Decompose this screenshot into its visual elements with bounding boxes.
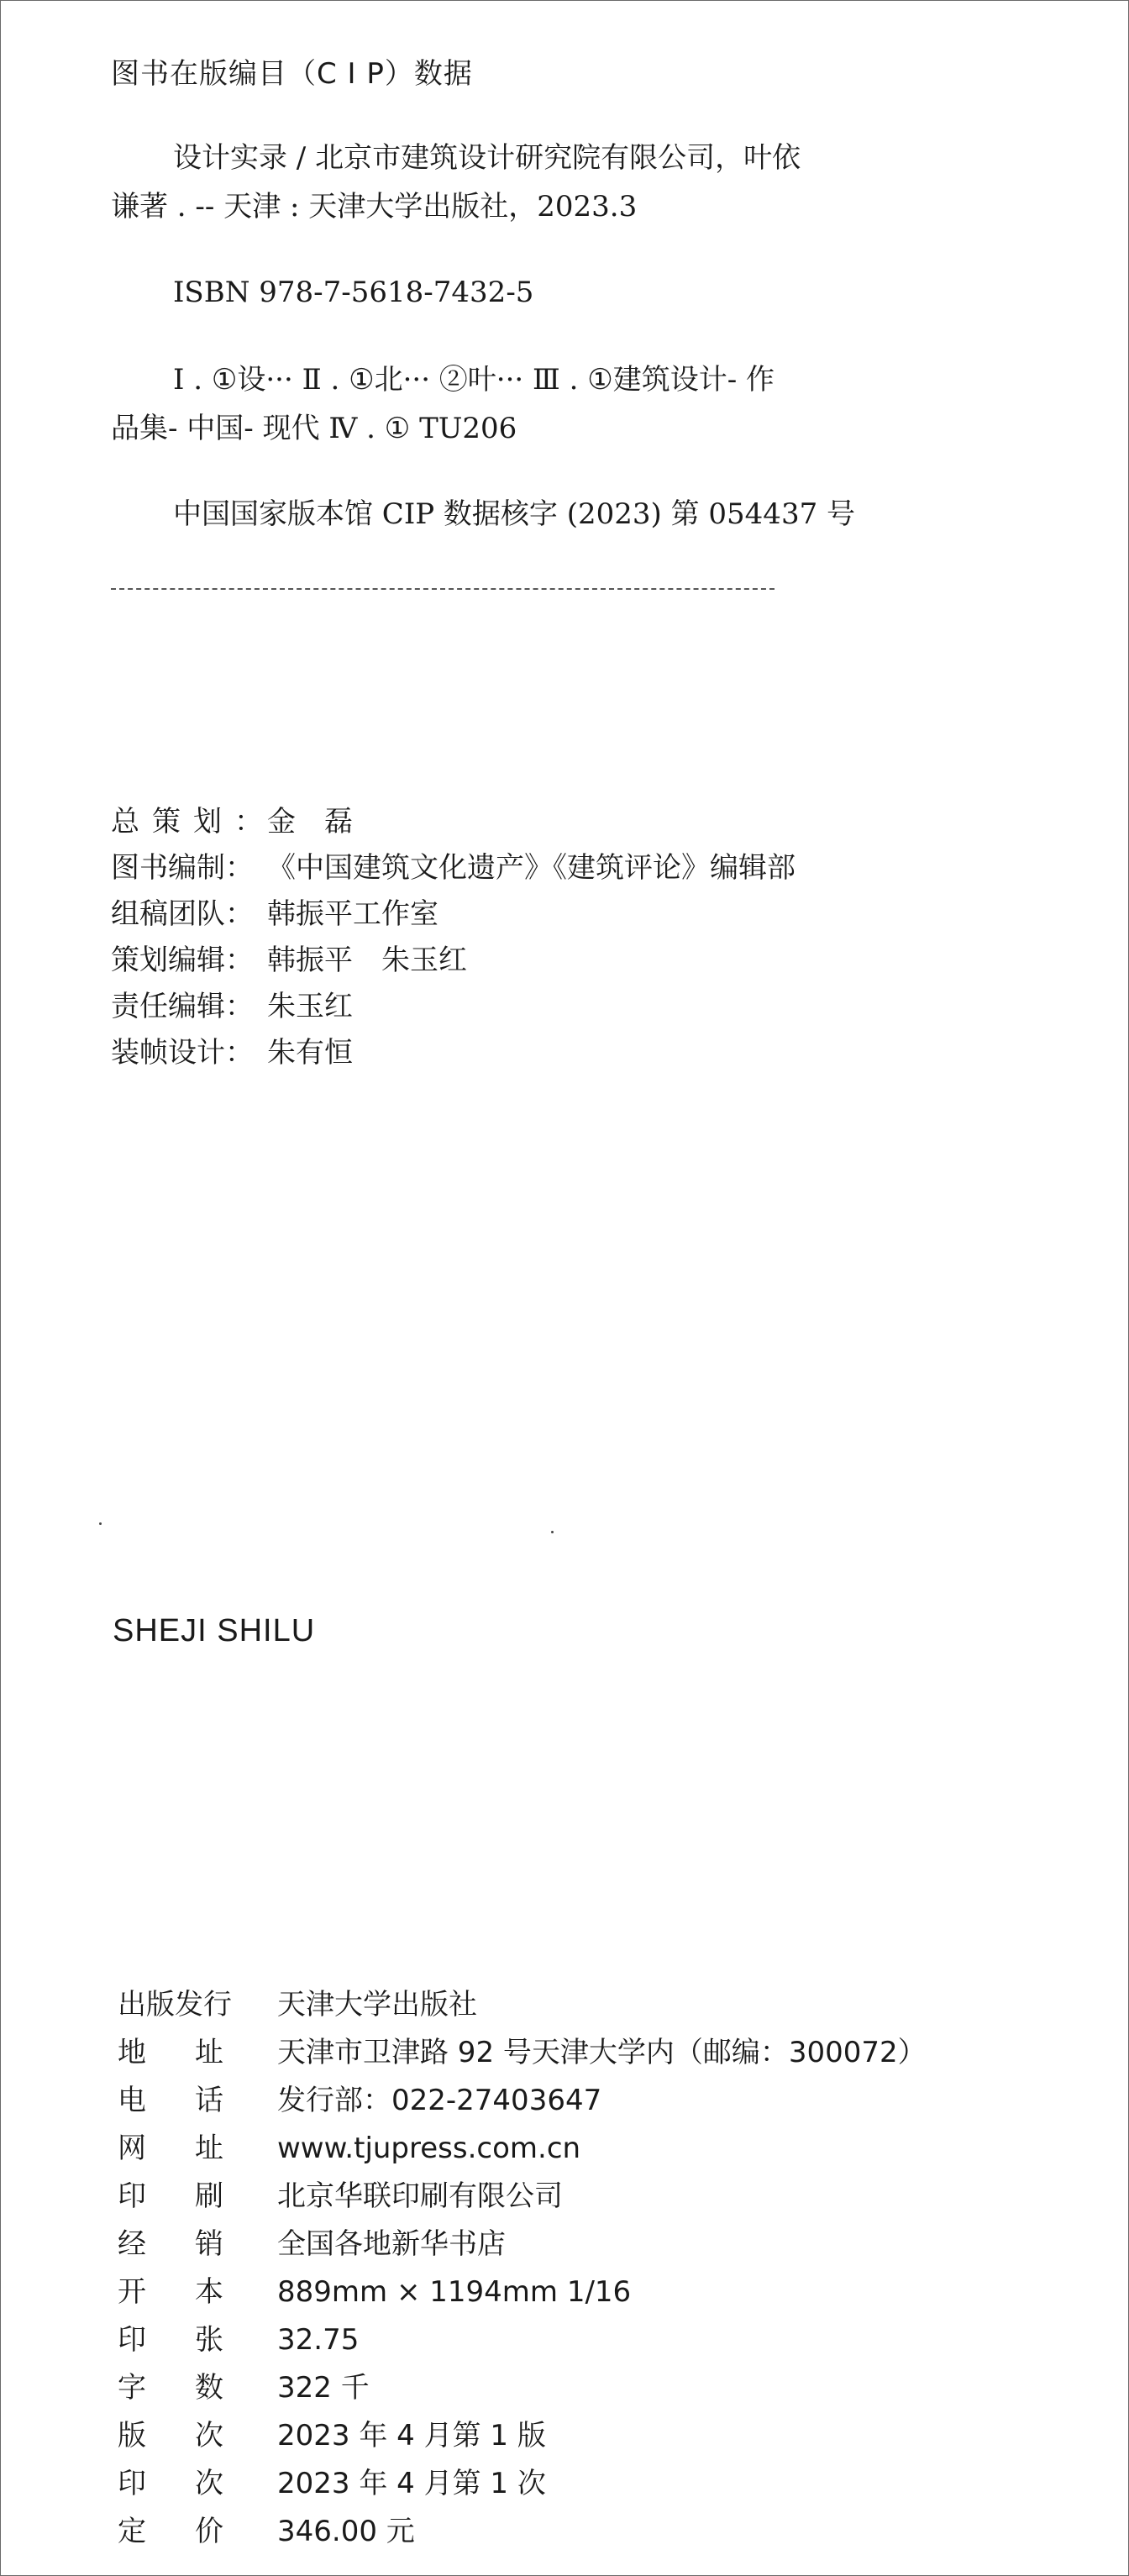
pub-label: 地址 — [118, 2036, 272, 2069]
pub-row — [118, 2173, 563, 2214]
credit-row — [111, 844, 796, 886]
classification-line-1: Ⅰ . ①设··· Ⅱ . ①北··· ②叶··· Ⅲ . ①建筑设计- 作 — [173, 363, 775, 397]
credit-label: 装帧设计： — [111, 1036, 254, 1070]
pub-row — [118, 2508, 415, 2549]
pub-row — [118, 2029, 927, 2070]
pub-value: 天津市卫津路 92 号天津大学内（邮编：300072） — [277, 2036, 927, 2069]
pub-value: www.tjupress.com.cn — [277, 2132, 581, 2165]
pub-label: 印刷 — [118, 2179, 272, 2213]
pub-value: 346.00 元 — [277, 2515, 415, 2548]
credit-label: 图书编制： — [111, 851, 254, 885]
credit-value: 朱有恒 — [267, 1036, 353, 1070]
credit-row — [111, 937, 467, 978]
pub-value: 全国各地新华书店 — [277, 2227, 506, 2261]
pub-label: 字数 — [118, 2371, 272, 2405]
pub-label: 定价 — [118, 2515, 272, 2548]
cip-heading: 图书在版编目（C I P）数据 — [111, 57, 473, 91]
pub-value: 2023 年 4 月第 1 版 — [277, 2419, 546, 2452]
print-speck — [99, 1522, 102, 1525]
pub-label: 电话 — [118, 2084, 272, 2117]
cip-entry-line-2: 谦著 . -- 天津 : 天津大学出版社，2023.3 — [111, 190, 638, 223]
pub-value: 天津大学出版社 — [277, 1988, 477, 2021]
pub-value: 发行部：022-27403647 — [277, 2084, 602, 2117]
credit-row — [111, 891, 438, 932]
pub-row — [118, 1981, 477, 2022]
pub-row — [118, 2125, 580, 2166]
pub-label: 经销 — [118, 2227, 272, 2261]
credit-label: 总策划： — [111, 805, 276, 839]
credit-value: 韩振平工作室 — [267, 897, 438, 931]
pub-value: 32.75 — [277, 2323, 360, 2357]
pub-row — [118, 2077, 601, 2118]
pub-label: 版次 — [118, 2419, 272, 2452]
credit-row — [111, 1029, 353, 1070]
pub-row — [118, 2268, 631, 2310]
pub-label: 开本 — [118, 2275, 272, 2309]
pub-label: 印次 — [118, 2467, 272, 2500]
pub-value: 322 千 — [277, 2371, 370, 2405]
cip-entry-line-1: 设计实录 / 北京市建筑设计研究院有限公司，叶依 — [173, 141, 801, 175]
pub-row — [118, 2364, 370, 2405]
pub-label: 网址 — [118, 2132, 272, 2165]
credit-label: 责任编辑： — [111, 990, 254, 1023]
isbn: ISBN 978-7-5618-7432-5 — [173, 276, 534, 309]
credit-value: 朱玉红 — [267, 990, 353, 1023]
dashed-divider — [111, 588, 775, 590]
pub-value: 889mm × 1194mm 1/16 — [277, 2275, 632, 2309]
print-speck — [551, 1531, 554, 1533]
pub-row — [118, 2460, 546, 2501]
credit-row — [111, 798, 353, 839]
pub-label: 出版发行 — [118, 1988, 232, 2021]
credit-row — [111, 983, 353, 1024]
cip-record-number: 中国国家版本馆 CIP 数据核字 (2023) 第 054437 号 — [173, 497, 856, 531]
pub-value: 北京华联印刷有限公司 — [277, 2179, 563, 2213]
credit-value: 《中国建筑文化遗产》《建筑评论》编辑部 — [267, 851, 796, 885]
pub-row — [118, 2316, 359, 2358]
classification-line-2: 品集- 中国- 现代 Ⅳ . ① TU206 — [111, 412, 517, 445]
credit-value: 金 磊 — [267, 805, 353, 839]
pub-row — [118, 2221, 506, 2262]
credit-value: 韩振平 朱玉红 — [267, 944, 467, 977]
credit-label: 组稿团队： — [111, 897, 254, 931]
pub-value: 2023 年 4 月第 1 次 — [277, 2467, 546, 2500]
pub-label: 印张 — [118, 2323, 272, 2357]
pinyin-title: SHEJI SHILU — [113, 1613, 316, 1648]
credit-label: 策划编辑： — [111, 944, 254, 977]
pub-row — [118, 2412, 546, 2453]
